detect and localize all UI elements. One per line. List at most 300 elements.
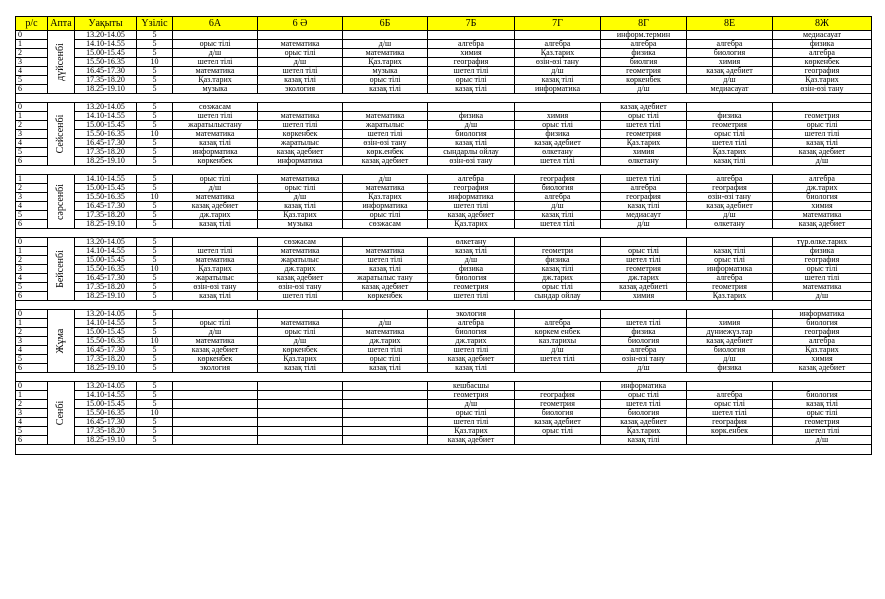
time-cell: 18.25-19.10 (75, 292, 137, 301)
subject-cell: д/ш (515, 67, 601, 76)
day-cell (48, 175, 75, 229)
subject-cell: жаратылыс (258, 256, 343, 265)
break-cell: 5 (137, 310, 173, 319)
subject-cell: география (428, 184, 515, 193)
subject-cell: Қаз.тарих (687, 148, 773, 157)
subject-cell (773, 382, 872, 391)
subject-cell: информатика (173, 148, 258, 157)
subject-cell: жаратылыстану (173, 121, 258, 130)
subject-cell: д/ш (773, 157, 872, 166)
time-cell: 14.10-14.55 (75, 247, 137, 256)
subject-cell: жаратылыс тану (343, 274, 428, 283)
subject-cell: казақ әдебиет (773, 148, 872, 157)
day-separator (16, 94, 872, 103)
subject-cell: математика (258, 175, 343, 184)
subject-cell (428, 31, 515, 40)
subject-cell: сөзжасам (258, 238, 343, 247)
break-cell: 10 (137, 409, 173, 418)
lesson-number: 1 (16, 247, 48, 256)
day-cell (48, 238, 75, 301)
lesson-number: 4 (16, 139, 48, 148)
subject-cell: дж.тарих (173, 211, 258, 220)
subject-cell: геометрия (601, 67, 687, 76)
subject-cell: география (773, 328, 872, 337)
header-cell: 6А (173, 17, 258, 31)
lesson-number: 5 (16, 355, 48, 364)
subject-cell: химия (773, 202, 872, 211)
subject-cell: көрк.енбек (687, 427, 773, 436)
subject-cell: орыс тілі (601, 391, 687, 400)
subject-cell: шетел тілі (173, 58, 258, 67)
subject-cell: көркенбек (258, 346, 343, 355)
subject-cell (515, 382, 601, 391)
time-cell: 16.45-17.30 (75, 139, 137, 148)
subject-cell: шетел тілі (343, 256, 428, 265)
lesson-number: 2 (16, 328, 48, 337)
subject-cell: д/ш (258, 337, 343, 346)
subject-cell: көркенбек (258, 130, 343, 139)
subject-cell: казақ әдебиет (428, 436, 515, 445)
subject-cell (173, 31, 258, 40)
time-cell: 18.25-19.10 (75, 364, 137, 373)
subject-cell: көркенбек (343, 292, 428, 301)
subject-cell: д/ш (428, 256, 515, 265)
lesson-number: 6 (16, 220, 48, 229)
lesson-number: 4 (16, 274, 48, 283)
time-cell: 13.20-14.05 (75, 310, 137, 319)
break-cell: 5 (137, 184, 173, 193)
subject-cell: казақ тілі (173, 139, 258, 148)
day-label: Сейсенбі (55, 114, 66, 154)
subject-cell: казақ әдебиеті (601, 283, 687, 292)
subject-cell: Қаз.тарих (173, 265, 258, 274)
subject-cell: казақ тілі (428, 139, 515, 148)
subject-cell: дж.тарих (773, 184, 872, 193)
lesson-number: 4 (16, 346, 48, 355)
subject-cell: шетел тілі (601, 256, 687, 265)
subject-cell: химия (687, 58, 773, 67)
subject-cell (343, 436, 428, 445)
subject-cell: геометрия (601, 130, 687, 139)
subject-cell (258, 400, 343, 409)
subject-cell: физика (601, 328, 687, 337)
subject-cell: Қаз.тарих (601, 139, 687, 148)
header-cell: 7Б (428, 17, 515, 31)
subject-cell: өзін-өзі тану (773, 85, 872, 94)
time-cell: 15.00-15.45 (75, 49, 137, 58)
lesson-number: 1 (16, 112, 48, 121)
subject-cell: шетел тілі (428, 346, 515, 355)
subject-cell: математика (173, 337, 258, 346)
subject-cell: өзін-өзі тану (687, 193, 773, 202)
subject-cell: шетел тілі (428, 202, 515, 211)
header-cell: 8Е (687, 17, 773, 31)
subject-cell: шетел тілі (773, 130, 872, 139)
subject-cell: биология (601, 337, 687, 346)
lesson-number: 5 (16, 211, 48, 220)
subject-cell: д/ш (601, 85, 687, 94)
table-row (16, 247, 872, 256)
subject-cell: казақ тілі (343, 364, 428, 373)
subject-cell: дүниежүз.тар (687, 328, 773, 337)
subject-cell: казақ әдебиет (428, 211, 515, 220)
subject-cell: дж.тарих (601, 274, 687, 283)
day-separator (16, 445, 872, 455)
day-separator (16, 166, 872, 175)
subject-cell: музыка (343, 67, 428, 76)
subject-cell (343, 427, 428, 436)
day-label: Бейсенбі (55, 250, 66, 288)
lesson-number: 5 (16, 76, 48, 85)
subject-cell: экология (173, 364, 258, 373)
break-cell: 5 (137, 247, 173, 256)
time-cell: 14.10-14.55 (75, 175, 137, 184)
break-cell: 5 (137, 418, 173, 427)
subject-cell: казақ әдебиет (773, 364, 872, 373)
subject-cell: өзін-өзі тану (173, 283, 258, 292)
header-cell: Үзіліс (137, 17, 173, 31)
time-cell: 16.45-17.30 (75, 346, 137, 355)
time-cell: 14.10-14.55 (75, 40, 137, 49)
subject-cell: казақ әдебиет (173, 346, 258, 355)
subject-cell (258, 310, 343, 319)
subject-cell (173, 310, 258, 319)
header-cell: 6Б (343, 17, 428, 31)
subject-cell (343, 409, 428, 418)
subject-cell (258, 31, 343, 40)
subject-cell: шетел тілі (601, 400, 687, 409)
lesson-number: 2 (16, 256, 48, 265)
header-cell: 8Ж (773, 17, 872, 31)
subject-cell: Қаз.тарих (258, 211, 343, 220)
subject-cell: орыс тілі (515, 283, 601, 292)
subject-cell: шетел тілі (258, 292, 343, 301)
subject-cell: казақ тілі (773, 139, 872, 148)
subject-cell: орыс тілі (258, 49, 343, 58)
subject-cell: математика (773, 211, 872, 220)
subject-cell (343, 418, 428, 427)
subject-cell: шетел тілі (343, 346, 428, 355)
subject-cell: казақ әдебиет (515, 139, 601, 148)
subject-cell: математика (343, 49, 428, 58)
subject-cell: д/ш (173, 328, 258, 337)
table-row (16, 256, 872, 265)
lesson-number: 3 (16, 265, 48, 274)
subject-cell: биология (428, 328, 515, 337)
subject-cell: алгебра (515, 193, 601, 202)
separator-cell (16, 373, 872, 382)
subject-cell: алгебра (515, 319, 601, 328)
subject-cell: д/ш (687, 355, 773, 364)
subject-cell: алгебра (687, 175, 773, 184)
subject-cell (687, 103, 773, 112)
subject-cell: д/ш (173, 49, 258, 58)
subject-cell (343, 238, 428, 247)
table-row (16, 148, 872, 157)
subject-cell: казақ тілі (515, 211, 601, 220)
subject-cell: Қаз.тарих (343, 193, 428, 202)
subject-cell: математика (173, 130, 258, 139)
subject-cell: орыс тілі (343, 355, 428, 364)
header-cell: р/с (16, 17, 48, 31)
lesson-number: 0 (16, 310, 48, 319)
subject-cell: д/ш (515, 346, 601, 355)
subject-cell: орыс тілі (687, 256, 773, 265)
subject-cell: экология (428, 310, 515, 319)
subject-cell: шетел тілі (343, 130, 428, 139)
subject-cell: экология (258, 85, 343, 94)
subject-cell: шетел тілі (515, 157, 601, 166)
lesson-number: 0 (16, 103, 48, 112)
break-cell: 5 (137, 31, 173, 40)
time-cell: 15.50-16.35 (75, 409, 137, 418)
subject-cell: информатика (343, 202, 428, 211)
time-cell: 14.10-14.55 (75, 112, 137, 121)
time-cell: 17.35-18.20 (75, 355, 137, 364)
subject-cell: көркенбек (173, 355, 258, 364)
lesson-number: 3 (16, 130, 48, 139)
subject-cell: өзін-өзі тану (258, 283, 343, 292)
subject-cell: орыс тілі (773, 121, 872, 130)
break-cell: 5 (137, 175, 173, 184)
subject-cell: физика (515, 130, 601, 139)
subject-cell: математика (173, 193, 258, 202)
subject-cell: физика (687, 364, 773, 373)
table-row (16, 175, 872, 184)
subject-cell: математика (343, 184, 428, 193)
break-cell: 5 (137, 364, 173, 373)
subject-cell: казақ тілі (343, 85, 428, 94)
lesson-number: 3 (16, 58, 48, 67)
subject-cell: алгебра (428, 319, 515, 328)
subject-cell: дж.тарих (428, 337, 515, 346)
lesson-number: 0 (16, 31, 48, 40)
table-row (16, 337, 872, 346)
subject-cell: алгебра (687, 391, 773, 400)
time-cell: 17.35-18.20 (75, 211, 137, 220)
subject-cell: алгебра (687, 274, 773, 283)
subject-cell: д/ш (515, 202, 601, 211)
table-row (16, 364, 872, 373)
subject-cell: Қаз.тарих (687, 292, 773, 301)
subject-cell: д/ш (173, 184, 258, 193)
subject-cell: Қаз.тарих (428, 220, 515, 229)
break-cell: 5 (137, 292, 173, 301)
subject-cell: химия (601, 148, 687, 157)
subject-cell (687, 310, 773, 319)
subject-cell (258, 409, 343, 418)
time-cell: 13.20-14.05 (75, 238, 137, 247)
subject-cell: математика (773, 283, 872, 292)
subject-cell: казақ әдебиет (343, 157, 428, 166)
subject-cell: сөзжасам (343, 220, 428, 229)
table-row (16, 274, 872, 283)
subject-cell: д/ш (601, 364, 687, 373)
subject-cell: математика (343, 112, 428, 121)
table-row (16, 193, 872, 202)
lesson-number: 6 (16, 436, 48, 445)
subject-cell: география (773, 256, 872, 265)
lesson-number: 1 (16, 319, 48, 328)
subject-cell: казақ әдебиет (173, 202, 258, 211)
subject-cell (515, 310, 601, 319)
break-cell: 5 (137, 400, 173, 409)
subject-cell: шетел тілі (173, 247, 258, 256)
subject-cell: казақ тілі (773, 400, 872, 409)
day-label: дүйсенбі (55, 43, 66, 81)
subject-cell: казақ әдебиет (601, 103, 687, 112)
subject-cell: көркенбек (173, 157, 258, 166)
lesson-number: 1 (16, 40, 48, 49)
subject-cell: химия (687, 319, 773, 328)
subject-cell: физика (773, 247, 872, 256)
time-cell: 16.45-17.30 (75, 202, 137, 211)
table-row (16, 103, 872, 112)
subject-cell: казақ тілі (258, 202, 343, 211)
lesson-number: 3 (16, 337, 48, 346)
subject-cell: информатика (428, 193, 515, 202)
subject-cell: казақ тілі (258, 364, 343, 373)
subject-cell: жаратылыс (173, 274, 258, 283)
subject-cell: д/ш (687, 76, 773, 85)
subject-cell: сөзжасам (173, 103, 258, 112)
subject-cell: Қаз.тарих (773, 76, 872, 85)
subject-cell: география (515, 391, 601, 400)
table-row (16, 130, 872, 139)
subject-cell: д/ш (428, 400, 515, 409)
break-cell: 5 (137, 355, 173, 364)
subject-cell: казақ әдебиет (687, 202, 773, 211)
subject-cell: орыс тілі (687, 130, 773, 139)
time-cell: 17.35-18.20 (75, 148, 137, 157)
break-cell: 5 (137, 103, 173, 112)
table-row (16, 328, 872, 337)
subject-cell: казақ әдебиет (601, 418, 687, 427)
subject-cell: казақ әдебиет (515, 418, 601, 427)
subject-cell (173, 382, 258, 391)
subject-cell: жаратылыс (258, 139, 343, 148)
time-cell: 15.00-15.45 (75, 184, 137, 193)
subject-cell: казақ әдебиет (773, 220, 872, 229)
day-separator (16, 229, 872, 238)
subject-cell: математика (258, 247, 343, 256)
table-row (16, 400, 872, 409)
subject-cell: түр.өлке.тарих (773, 238, 872, 247)
subject-cell: орыс тілі (515, 427, 601, 436)
subject-cell (343, 400, 428, 409)
subject-cell: орыс тілі (687, 400, 773, 409)
subject-cell: физика (428, 265, 515, 274)
lesson-number: 6 (16, 157, 48, 166)
break-cell: 5 (137, 67, 173, 76)
table-row (16, 265, 872, 274)
subject-cell: информатика (515, 85, 601, 94)
separator-cell (16, 166, 872, 175)
subject-cell: орыс тілі (343, 76, 428, 85)
subject-cell (515, 238, 601, 247)
subject-cell: биолгия (601, 58, 687, 67)
lesson-number: 5 (16, 148, 48, 157)
lesson-number: 3 (16, 409, 48, 418)
subject-cell: казақ тілі (428, 85, 515, 94)
break-cell: 5 (137, 427, 173, 436)
subject-cell: дж.тарих (258, 265, 343, 274)
subject-cell: физика (601, 49, 687, 58)
subject-cell: география (601, 193, 687, 202)
subject-cell: биология (773, 391, 872, 400)
subject-cell: жаратылыс (343, 121, 428, 130)
subject-cell: физика (687, 112, 773, 121)
subject-cell: химия (773, 355, 872, 364)
lesson-number: 1 (16, 391, 48, 400)
subject-cell: казақ тілі (687, 247, 773, 256)
day-label: сәрсенбі (55, 183, 66, 220)
subject-cell: математика (258, 319, 343, 328)
subject-cell: Қаз.тарих (515, 49, 601, 58)
separator-cell (16, 445, 872, 455)
subject-cell: орыс тілі (258, 328, 343, 337)
subject-cell: орыс тілі (601, 247, 687, 256)
lesson-number: 3 (16, 193, 48, 202)
header-cell: Апта (48, 17, 75, 31)
subject-cell: физика (773, 40, 872, 49)
subject-cell: музыка (258, 220, 343, 229)
subject-cell: геометрия (428, 283, 515, 292)
subject-cell: орыс тілі (428, 409, 515, 418)
subject-cell (343, 391, 428, 400)
subject-cell (258, 427, 343, 436)
subject-cell (343, 382, 428, 391)
lesson-number: 4 (16, 67, 48, 76)
subject-cell: математика (173, 256, 258, 265)
subject-cell: шетел тілі (428, 292, 515, 301)
subject-cell: шетел тілі (687, 409, 773, 418)
day-separator (16, 373, 872, 382)
day-cell (48, 103, 75, 166)
subject-cell: география (687, 184, 773, 193)
subject-cell: өзін-өзі тану (515, 58, 601, 67)
subject-cell: өзін-өзі тану (428, 157, 515, 166)
subject-cell (173, 436, 258, 445)
subject-cell: шетел тілі (515, 220, 601, 229)
subject-cell: кешбасшы (428, 382, 515, 391)
break-cell: 10 (137, 130, 173, 139)
subject-cell: геометрия (687, 121, 773, 130)
subject-cell: казақ тілі (687, 157, 773, 166)
subject-cell: казақ тілі (515, 76, 601, 85)
break-cell: 5 (137, 139, 173, 148)
separator-cell (16, 229, 872, 238)
table-row (16, 85, 872, 94)
schedule-body (16, 31, 872, 455)
subject-cell: шетел тілі (601, 121, 687, 130)
break-cell: 5 (137, 220, 173, 229)
subject-cell: биология (773, 193, 872, 202)
subject-cell: Қаз.тарих (601, 427, 687, 436)
subject-cell: Қаз.тарих (343, 58, 428, 67)
subject-cell: казақ әдебиет (343, 283, 428, 292)
subject-cell: казақ әдебиет (428, 355, 515, 364)
time-cell: 15.00-15.45 (75, 121, 137, 130)
subject-cell: казақ тілі (173, 292, 258, 301)
subject-cell: математика (343, 328, 428, 337)
subject-cell: геометрия (773, 418, 872, 427)
subject-cell: сындарлы ойлау (428, 148, 515, 157)
subject-cell: д/ш (258, 58, 343, 67)
subject-cell: дж.тарих (343, 337, 428, 346)
subject-cell (515, 436, 601, 445)
subject-cell: география (773, 67, 872, 76)
